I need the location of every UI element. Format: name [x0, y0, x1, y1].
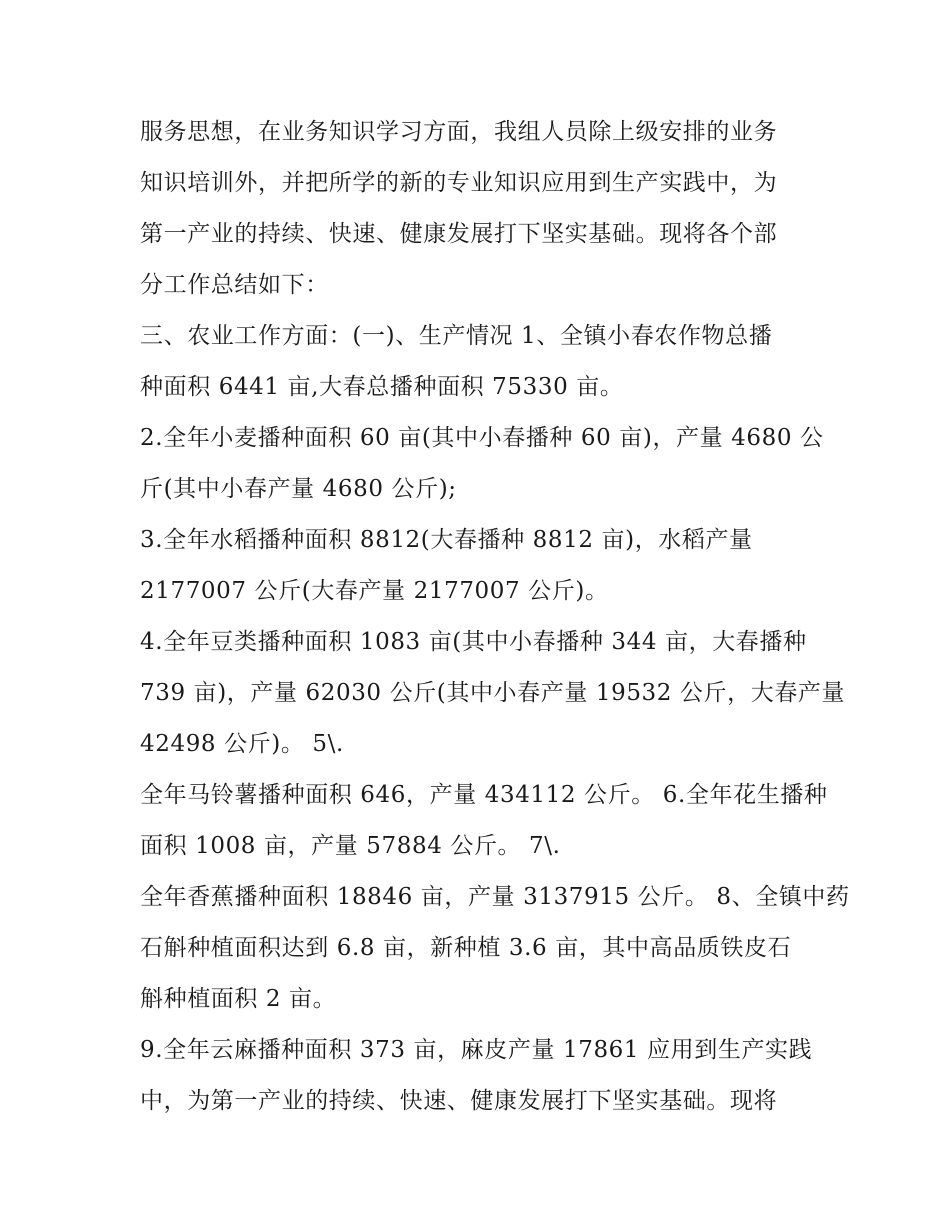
text-line: 9.全年云麻播种面积 373 亩，麻皮产量 17861 应用到生产实践	[140, 1037, 813, 1063]
text-line: 服务思想，在业务知识学习方面，我组人员除上级安排的业务	[140, 119, 778, 145]
text-line: 2.全年小麦播种面积 60 亩(其中小春播种 60 亩)，产量 4680 公	[140, 425, 824, 451]
text-line: 全年马铃薯播种面积 646，产量 434112 公斤。 6.全年花生播种	[140, 782, 828, 808]
text-line: 第一产业的持续、快速、健康发展打下坚实基础。现将各个部	[140, 221, 778, 247]
text-line: 3.全年水稻播种面积 8812(大春播种 8812 亩)，水稻产量	[140, 527, 753, 553]
text-line: 739 亩)，产量 62030 公斤(其中小春产量 19532 公斤，大春产量	[140, 680, 846, 706]
text-line: 42498 公斤)。 5\.	[140, 731, 344, 757]
text-line: 斛种植面积 2 亩。	[140, 986, 337, 1012]
text-line: 中，为第一产业的持续、快速、健康发展打下坚实基础。现将	[140, 1088, 778, 1114]
document-body	[140, 107, 850, 1127]
text-line: 面积 1008 亩，产量 57884 公斤。 7\.	[140, 833, 561, 859]
text-line: 斤(其中小春产量 4680 公斤);	[140, 476, 457, 502]
text-line: 种面积 6441 亩,大春总播种面积 75330 亩。	[140, 374, 624, 400]
text-line: 4.全年豆类播种面积 1083 亩(其中小春播种 344 亩，大春播种	[140, 629, 807, 655]
text-line: 全年香蕉播种面积 18846 亩，产量 3137915 公斤。 8、全镇中药	[140, 884, 850, 910]
text-line: 2177007 公斤(大春产量 2177007 公斤)。	[140, 578, 609, 604]
section-heading-line: 三、农业工作方面：(一)、生产情况 1、全镇小春农作物总播	[140, 323, 773, 349]
text-line: 石斛种植面积达到 6.8 亩，新种植 3.6 亩，其中高品质铁皮石	[140, 935, 792, 961]
text-line: 分工作总结如下：	[140, 272, 329, 298]
text-line: 知识培训外，并把所学的新的专业知识应用到生产实践中，为	[140, 170, 778, 196]
